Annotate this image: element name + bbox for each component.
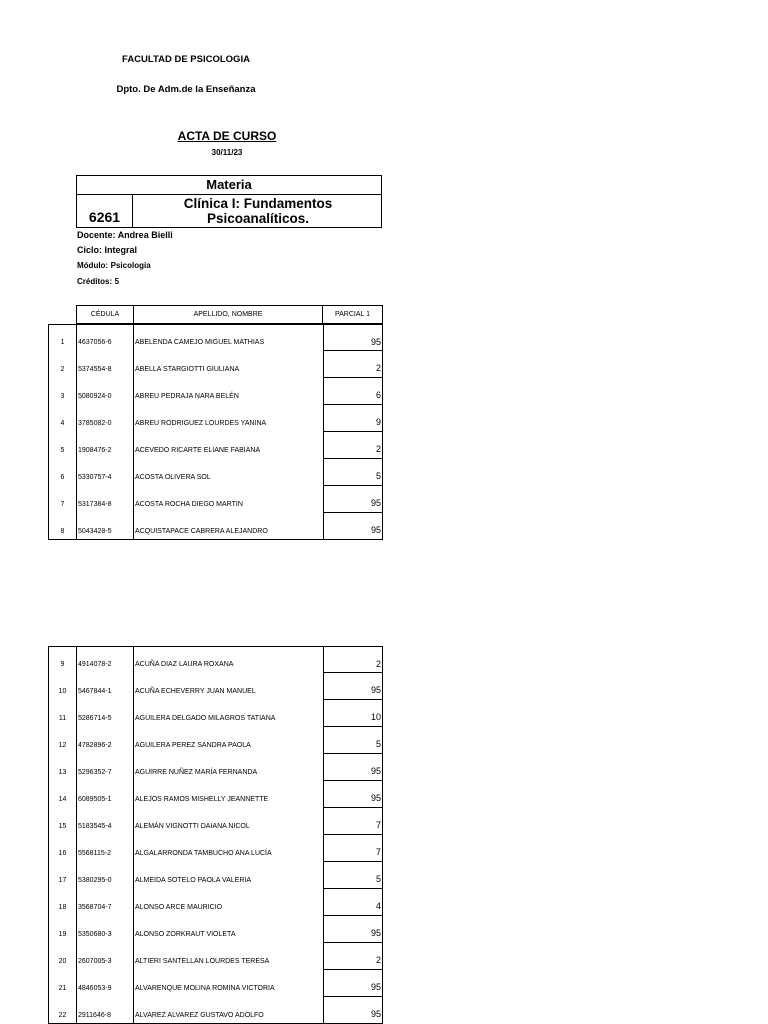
row-cedula: 4846053-9 — [76, 970, 133, 997]
cycle-value: Integral — [104, 245, 138, 255]
row-parcial: 10 — [323, 700, 383, 727]
row-nombre: ACUÑA DIAZ LAURA ROXANA — [133, 646, 323, 673]
row-cedula: 3785082-0 — [76, 405, 133, 432]
row-parcial: 6 — [323, 378, 383, 405]
row-number: 14 — [48, 781, 76, 808]
row-nombre: ALVAREZ ALVAREZ GUSTAVO ADOLFO — [133, 997, 323, 1024]
column-header-cedula: CÉDULA — [76, 305, 134, 324]
credits-label: Créditos: — [77, 277, 113, 286]
table-row — [48, 862, 383, 889]
row-number: 1 — [48, 324, 76, 351]
row-parcial: 2 — [323, 943, 383, 970]
subject-name-line1: Clínica I: Fundamentos — [183, 196, 333, 211]
row-number: 15 — [48, 808, 76, 835]
row-parcial: 95 — [323, 754, 383, 781]
row-parcial: 95 — [323, 997, 383, 1024]
row-number: 20 — [48, 943, 76, 970]
subject-name — [134, 196, 382, 226]
row-number: 13 — [48, 754, 76, 781]
table-row — [48, 459, 383, 486]
row-number: 2 — [48, 351, 76, 378]
table-row — [48, 835, 383, 862]
row-cedula: 5380295-0 — [76, 862, 133, 889]
row-nombre: ACUÑA ECHEVERRY JUAN MANUEL — [133, 673, 323, 700]
document-date: 30/11/23 — [211, 148, 243, 157]
row-nombre: AGUILERA PEREZ SANDRA PAOLA — [133, 727, 323, 754]
row-parcial: 7 — [323, 835, 383, 862]
row-number: 21 — [48, 970, 76, 997]
row-cedula: 5330757-4 — [76, 459, 133, 486]
table-top-border — [48, 646, 323, 647]
row-number: 7 — [48, 486, 76, 513]
row-nombre: ALTIERI SANTELLAN LOURDES TERESA — [133, 943, 323, 970]
column-header-parcial: PARCIAL 1 — [322, 305, 383, 324]
row-cedula: 5568115-2 — [76, 835, 133, 862]
row-cedula: 5286714-5 — [76, 700, 133, 727]
row-nombre: ABREU PEDRAJA NARA BELÉN — [133, 378, 323, 405]
row-parcial: 95 — [323, 970, 383, 997]
row-number: 18 — [48, 889, 76, 916]
table-row — [48, 513, 383, 540]
table-row — [48, 378, 383, 405]
subject-box — [76, 175, 382, 228]
row-parcial: 5 — [323, 459, 383, 486]
row-nombre: ABELLA STARGIOTTI GIULIANA — [133, 351, 323, 378]
row-number: 11 — [48, 700, 76, 727]
row-parcial: 4 — [323, 889, 383, 916]
table-bottom-border — [48, 539, 323, 540]
table-row — [48, 754, 383, 781]
row-parcial: 95 — [323, 781, 383, 808]
credits-value: 5 — [114, 277, 120, 286]
row-parcial: 7 — [323, 808, 383, 835]
teacher-label: Docente: — [77, 230, 116, 240]
table-row — [48, 486, 383, 513]
row-nombre: ALEJOS RAMOS MISHELLY JEANNETTE — [133, 781, 323, 808]
teacher-value: Andrea Bielli — [117, 230, 173, 240]
row-number: 4 — [48, 405, 76, 432]
row-cedula: 4782896-2 — [76, 727, 133, 754]
subject-code: 6261 — [77, 194, 133, 228]
row-nombre: ALONSO ZORKRAUT VIOLETA — [133, 916, 323, 943]
row-cedula: 2607005-3 — [76, 943, 133, 970]
row-number: 12 — [48, 727, 76, 754]
table-top-border — [48, 324, 323, 325]
row-nombre: ALONSO ARCE MAURICIO — [133, 889, 323, 916]
row-cedula: 4914078-2 — [76, 646, 133, 673]
subject-name-line2: Psicoanalíticos. — [206, 211, 310, 226]
table-row — [48, 351, 383, 378]
row-parcial: 95 — [323, 486, 383, 513]
row-nombre: ACOSTA OLIVERA SOL — [133, 459, 323, 486]
row-cedula: 5374554-8 — [76, 351, 133, 378]
table-row — [48, 997, 383, 1024]
row-number: 5 — [48, 432, 76, 459]
row-number: 19 — [48, 916, 76, 943]
module-line — [77, 260, 151, 270]
table-row — [48, 889, 383, 916]
table-row — [48, 646, 383, 673]
row-parcial: 2 — [323, 432, 383, 459]
row-cedula: 6089505-1 — [76, 781, 133, 808]
row-parcial: 95 — [323, 916, 383, 943]
table-row — [48, 916, 383, 943]
row-nombre: ALEMÁN VIGNOTTI DAIANA NICOL — [133, 808, 323, 835]
table-row — [48, 970, 383, 997]
row-cedula: 5350680-3 — [76, 916, 133, 943]
table-row — [48, 324, 383, 351]
row-nombre: AGUIRRE NUÑEZ MARÍA FERNANDA — [133, 754, 323, 781]
row-nombre: ABELENDA CAMEJO MIGUEL MATHIAS — [133, 324, 323, 351]
row-parcial: 5 — [323, 727, 383, 754]
table-row — [48, 700, 383, 727]
row-cedula: 4637056-6 — [76, 324, 133, 351]
row-nombre: ACQUISTAPACE CABRERA ALEJANDRO — [133, 513, 323, 540]
row-parcial: 9 — [323, 405, 383, 432]
row-cedula: 5183545-4 — [76, 808, 133, 835]
row-cedula: 5043428-5 — [76, 513, 133, 540]
row-cedula: 5467844-1 — [76, 673, 133, 700]
teacher-line — [77, 230, 173, 240]
table-row — [48, 432, 383, 459]
row-cedula: 2911646-8 — [76, 997, 133, 1024]
row-number: 22 — [48, 997, 76, 1024]
subject-header: Materia — [77, 176, 381, 195]
table-row — [48, 808, 383, 835]
faculty-title: FACULTAD DE PSICOLOGIA — [122, 54, 250, 65]
row-parcial: 95 — [323, 673, 383, 700]
row-cedula: 5080924-0 — [76, 378, 133, 405]
row-cedula: 5317384-8 — [76, 486, 133, 513]
table-row — [48, 673, 383, 700]
table-row — [48, 405, 383, 432]
module-label: Módulo: — [77, 261, 109, 270]
row-cedula: 1908476-2 — [76, 432, 133, 459]
row-nombre: ACEVEDO RICARTE ELIANE FABIANA — [133, 432, 323, 459]
module-value: Psicología — [110, 261, 151, 270]
row-nombre: ALVARENQUE MOLINA ROMINA VICTORIA — [133, 970, 323, 997]
department-title: Dpto. De Adm.de la Enseñanza — [116, 84, 256, 95]
row-number: 9 — [48, 646, 76, 673]
row-parcial: 95 — [323, 324, 383, 351]
table-row — [48, 943, 383, 970]
column-header-nombre: APELLIDO, NOMBRE — [133, 305, 323, 324]
row-parcial: 95 — [323, 513, 383, 540]
row-number: 17 — [48, 862, 76, 889]
row-number: 3 — [48, 378, 76, 405]
row-parcial: 2 — [323, 351, 383, 378]
row-nombre: ABREU RODRIGUEZ LOURDES YANINA — [133, 405, 323, 432]
table-row — [48, 781, 383, 808]
row-cedula: 3568704-7 — [76, 889, 133, 916]
row-nombre: ALGALARRONDA TAMBUCHO ANA LUCÍA — [133, 835, 323, 862]
row-parcial: 2 — [323, 646, 383, 673]
row-nombre: ALMEIDA SOTELO PAOLA VALERIA — [133, 862, 323, 889]
row-nombre: AGUILERA DELGADO MILAGROS TATIANA — [133, 700, 323, 727]
row-number: 6 — [48, 459, 76, 486]
row-cedula: 5296352-7 — [76, 754, 133, 781]
credits-line — [77, 276, 119, 286]
cycle-line — [77, 245, 137, 255]
row-number: 10 — [48, 673, 76, 700]
cycle-label: Ciclo: — [77, 245, 103, 255]
document-title: ACTA DE CURSO — [177, 129, 277, 143]
table-row — [48, 727, 383, 754]
row-number: 8 — [48, 513, 76, 540]
row-nombre: ACOSTA ROCHA DIEGO MARTIN — [133, 486, 323, 513]
row-parcial: 5 — [323, 862, 383, 889]
row-number: 16 — [48, 835, 76, 862]
